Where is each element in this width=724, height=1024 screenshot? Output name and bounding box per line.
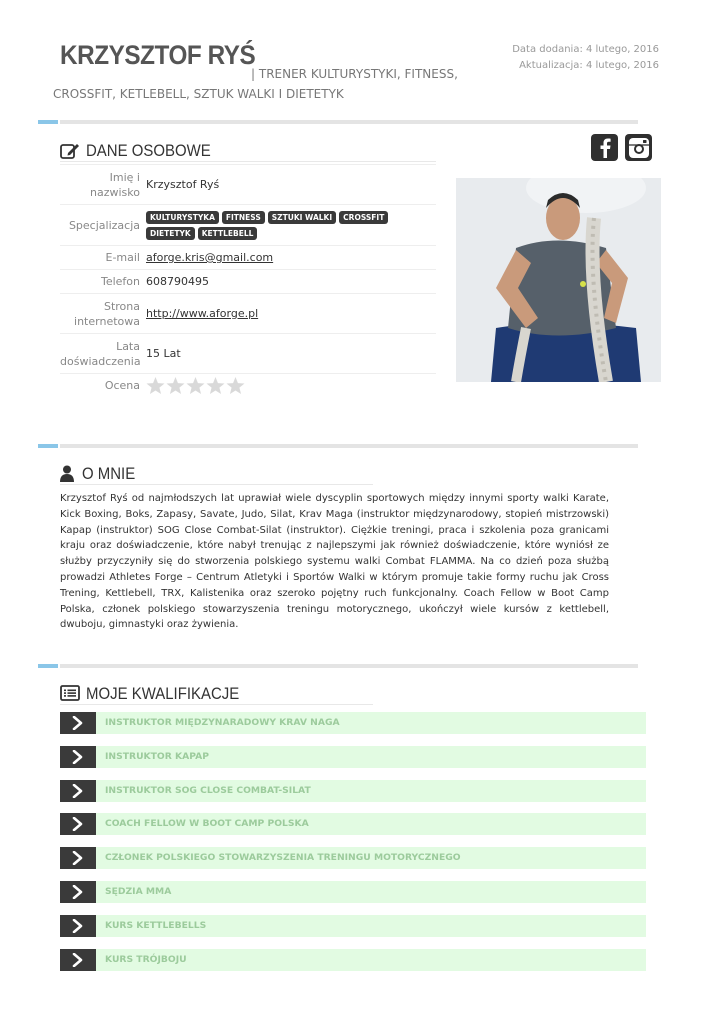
website-link[interactable]: http://www.aforge.pl xyxy=(146,307,259,320)
qualification-label: CZŁONEK POLSKIEGO STOWARZYSZENIA TRENINGU MOTORYCZNEGO xyxy=(96,847,646,869)
personal-heading-label: DANE OSOBOWE xyxy=(86,140,211,160)
section-divider xyxy=(38,664,638,668)
profile-dates xyxy=(512,42,659,74)
profile-name: KRZYSZTOF RYŚ xyxy=(60,40,256,70)
profile-title: | TRENER KULTURYSTYKI, FITNESS, CROSSFIT, KETLEBELL, SZTUK WALKI I DIETETYK xyxy=(53,67,458,101)
qualification-item xyxy=(60,881,646,903)
date-added: Data dodania: 4 lutego, 2016 xyxy=(512,44,659,55)
chevron-right-icon xyxy=(60,780,96,802)
qualifications-heading-label: MOJE KWALIFIKACJE xyxy=(86,683,240,703)
edit-icon xyxy=(60,142,80,160)
rating-stars[interactable] xyxy=(146,377,245,395)
qualification-label: INSTRUKTOR MIĘDZYNARADOWY KRAV NAGA xyxy=(96,712,646,734)
date-updated: Aktualizacja: 4 lutego, 2016 xyxy=(519,60,659,71)
facebook-icon[interactable] xyxy=(591,134,618,161)
specialization-tag: KULTURYSTYKA xyxy=(146,211,219,224)
info-row-rating xyxy=(60,373,436,397)
specialization-tags xyxy=(146,211,406,240)
qualification-label: KURS TRÓJBOJU xyxy=(96,949,646,971)
info-value-experience: 15 Lat xyxy=(146,347,181,360)
info-row-phone xyxy=(60,269,436,293)
chevron-right-icon xyxy=(60,746,96,768)
info-label: E-mail xyxy=(105,251,140,264)
qualification-label: COACH FELLOW W BOOT CAMP POLSKA xyxy=(96,813,646,835)
chevron-right-icon xyxy=(60,949,96,971)
section-divider xyxy=(38,120,638,124)
info-label: Specjalizacja xyxy=(68,218,140,232)
chevron-right-icon xyxy=(60,881,96,903)
info-row-specialization xyxy=(60,204,436,245)
qualification-label: INSTRUKTOR KAPAP xyxy=(96,746,646,768)
qualification-label: KURS KETTLEBELLS xyxy=(96,915,646,937)
info-value-name: Krzysztof Ryś xyxy=(146,178,220,191)
info-row-email xyxy=(60,245,436,269)
personal-info-table xyxy=(60,164,436,397)
qualification-item xyxy=(60,780,646,802)
qualification-item xyxy=(60,712,646,734)
specialization-tag: FITNESS xyxy=(222,211,265,224)
info-label: Ocena xyxy=(104,379,140,392)
specialization-tag: DIETETYK xyxy=(146,227,195,240)
specialization-tag: KETTLEBELL xyxy=(198,227,258,240)
chevron-right-icon xyxy=(60,712,96,734)
list-icon xyxy=(60,685,80,703)
info-value-phone: 608790495 xyxy=(146,275,209,288)
qualification-label: INSTRUKTOR SOG CLOSE COMBAT-SILAT xyxy=(96,780,646,802)
qualifications-list xyxy=(60,712,646,982)
star-icon[interactable] xyxy=(166,377,185,395)
star-icon[interactable] xyxy=(146,377,165,395)
qualification-item xyxy=(60,746,646,768)
qualification-label: SĘDZIA MMA xyxy=(96,881,646,903)
info-row-name xyxy=(60,164,436,204)
star-icon[interactable] xyxy=(226,377,245,395)
profile-photo xyxy=(456,178,661,382)
info-label: Lata doświadczenia xyxy=(60,339,141,368)
chevron-right-icon xyxy=(60,915,96,937)
about-heading xyxy=(60,463,373,485)
qualification-item xyxy=(60,915,646,937)
star-icon[interactable] xyxy=(186,377,205,395)
qualification-item xyxy=(60,949,646,971)
qualification-item xyxy=(60,813,646,835)
info-label: Telefon xyxy=(100,275,140,288)
chevron-right-icon xyxy=(60,813,96,835)
specialization-tag: CROSSFIT xyxy=(339,211,388,224)
qualification-item xyxy=(60,847,646,869)
about-heading-label: O MNIE xyxy=(82,463,136,483)
info-row-website xyxy=(60,293,436,333)
star-icon[interactable] xyxy=(206,377,225,395)
info-label: Strona internetowa xyxy=(74,299,140,328)
instagram-icon[interactable] xyxy=(625,134,652,161)
qualifications-heading xyxy=(60,683,373,705)
email-link[interactable]: aforge.kris@gmail.com xyxy=(146,251,274,264)
personal-heading xyxy=(60,140,436,162)
user-icon xyxy=(60,465,76,483)
info-row-experience xyxy=(60,333,436,373)
info-label: Imię i nazwisko xyxy=(90,170,140,199)
section-divider xyxy=(38,444,638,448)
chevron-right-icon xyxy=(60,847,96,869)
about-text: Krzysztof Ryś od najmłodszych lat uprawiał wiele dyscyplin sportowych między innymi sporty walki Karate, Kick Boxing, Boks, Zapasy, Savate, Judo, Silat, Krav Maga (instruktor międzynarodowy, stopień mistrzowski) Kapap (instruktor) SOG Close Combat-Silat (instruktor). Ciężkie treningi, praca i szkolenia poza granicami kraju oraz doświadczenie, które nabył trenując z najlepszymi jak również doświadczenie, które wyniósł ze służby przyczyniły się do stworzenia polskiego systemu walki Combat FLAMMA. Na co dzień poza służbą prowadzi Athletes Forge – Centrum Atletyki i Sportów Walki w którym promuje takie formy ruchu jak Cross Trening, Kettlebell, TRX, Kalistenika oraz szeroko pojętny ruch funkcjonalny. Coach Fellow w Boot Camp Polska, członek polskiego stowarzyszenia treningu motorycznego, ukończył wiele kursów z kettlebell, dwuboju, gimnastyki oraz żywienia. xyxy=(60,493,609,631)
specialization-tag: SZTUKI WALKI xyxy=(268,211,336,224)
